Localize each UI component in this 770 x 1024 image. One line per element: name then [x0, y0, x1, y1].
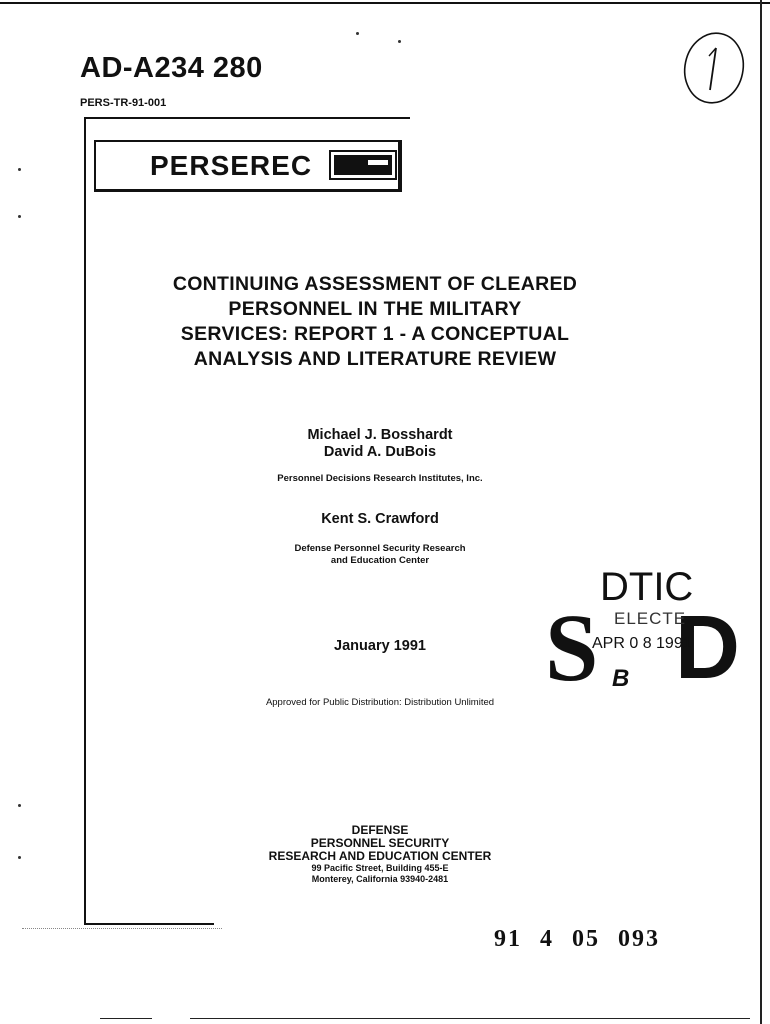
publication-date: January 1991	[334, 638, 426, 654]
stamp-letter-right: D	[675, 598, 740, 698]
affiliation-line: Defense Personnel Security Research	[294, 543, 466, 554]
stamp-status: ELECTE	[614, 609, 687, 628]
distribution-statement: Approved for Public Distribution: Distribution Unlimited	[265, 697, 495, 708]
scan-speck	[18, 168, 21, 171]
primary-affiliation: Personnel Decisions Research Institutes, Inc.	[277, 473, 483, 484]
org-address-line: 99 Pacific Street, Building 455-E	[311, 863, 449, 873]
scan-speck	[18, 215, 21, 218]
org-line: RESEARCH AND EDUCATION CENTER	[268, 849, 492, 863]
scan-noise	[22, 928, 222, 931]
org-line: PERSONNEL SECURITY	[310, 836, 450, 850]
organization-block	[200, 824, 560, 885]
title-line: ANALYSIS AND LITERATURE REVIEW	[193, 348, 557, 370]
org-address-line: Monterey, California 93940-2481	[311, 874, 449, 884]
stamp-agency: DTIC	[600, 565, 694, 609]
logo-mark	[334, 155, 392, 175]
frame-bottom-rule	[84, 923, 214, 925]
frame-top-rule	[86, 117, 410, 119]
dtic-stamp	[540, 560, 740, 710]
brand-name: PERSEREC	[150, 150, 313, 181]
report-id: PERS-TR-91-001	[80, 97, 167, 109]
scan-speck	[398, 40, 401, 43]
ad-accession-number: AD-A234 280	[80, 52, 263, 84]
affiliation-line: and Education Center	[330, 555, 430, 566]
top-border	[0, 2, 770, 4]
right-border	[760, 0, 762, 1024]
stamp-date: APR 0 8 1991	[592, 635, 692, 652]
perserec-logo	[329, 150, 397, 180]
author-name: Michael J. Bosshardt	[307, 427, 453, 443]
bottom-rule	[100, 1018, 152, 1019]
scan-speck	[18, 804, 21, 807]
bottom-rule	[190, 1018, 750, 1019]
report-title	[110, 272, 640, 372]
title-line: CONTINUING ASSESSMENT OF CLEARED	[172, 273, 578, 295]
document-control-number: 91 4 05 093	[494, 926, 660, 952]
author-name: David A. DuBois	[323, 444, 437, 460]
secondary-affiliation	[230, 543, 530, 567]
scan-speck	[18, 856, 21, 859]
author-name: Kent S. Crawford	[321, 511, 439, 527]
scan-speck	[356, 32, 359, 35]
stamp-letter-left: S	[545, 594, 599, 701]
title-line: SERVICES: REPORT 1 - A CONCEPTUAL	[180, 323, 570, 345]
handwritten-circled-one	[676, 28, 750, 108]
primary-authors	[230, 427, 530, 461]
title-line: PERSONNEL IN THE MILITARY	[228, 298, 522, 320]
frame-left-rule	[84, 117, 86, 925]
stamp-letter-bottom: B	[612, 665, 630, 692]
org-line: DEFENSE	[351, 823, 409, 837]
